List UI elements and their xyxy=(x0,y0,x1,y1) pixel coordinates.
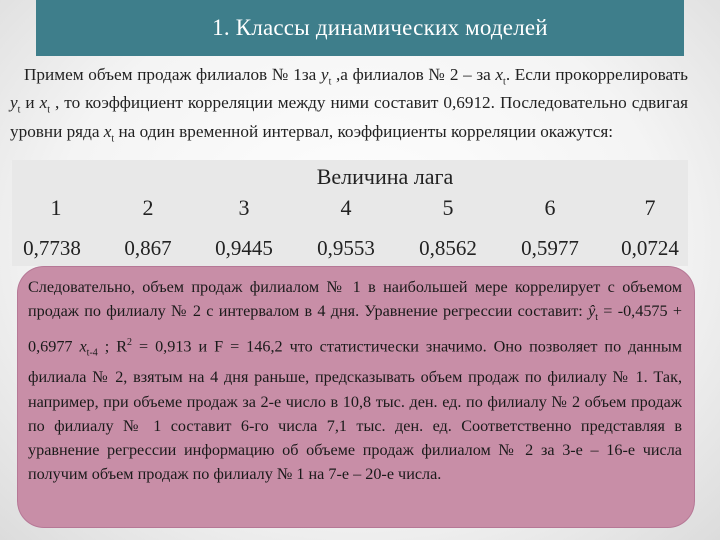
lag-cell-2: 2 xyxy=(142,195,154,220)
var-x-sub: t xyxy=(503,76,506,88)
intro-text-1: Примем объем продаж филиалов № 1за xyxy=(24,65,321,84)
lag-cell-6: 6 xyxy=(544,195,556,220)
coef-cell-1: 0,7738 xyxy=(23,236,81,260)
lag-cell-3: 3 xyxy=(238,195,250,220)
var-x-2: x xyxy=(39,93,48,113)
x-lag-symbol: x xyxy=(79,337,87,356)
var-x-2-sub: t xyxy=(47,104,51,116)
var-x: x xyxy=(495,65,504,84)
conclusion-text-a: Следовательно, объем продаж филиалом № 1 в наибольшей мере коррелирует с объемом продаж по филиалу № 2 с интервалом в 4 дня. Уравнение регрессии составит: xyxy=(28,278,682,321)
intro-text-2: ,а филиалов № 2 – за xyxy=(331,65,496,84)
conclusion-box xyxy=(18,267,694,527)
coef-cell-7: 0,0724 xyxy=(621,236,679,260)
conclusion-paragraph xyxy=(28,275,682,486)
intro-text-6: на один временной интервал, коэффициенты корреляции окажутся: xyxy=(114,121,614,141)
coef-cell-6: 0,5977 xyxy=(521,236,579,260)
x-lag-sub: t-4 xyxy=(86,347,98,359)
intro-text-3: . Если прокоррелировать xyxy=(505,65,688,84)
var-y-2: y xyxy=(10,93,18,113)
intro-text-5: , то коэффициент корреляции между ними составит 0,6912. Последовательно сдвигая уровни ряда xyxy=(10,93,689,141)
coef-cell-5: 0,8562 xyxy=(419,236,477,260)
lag-cell-4: 4 xyxy=(340,195,352,220)
coef-cell-2: 0,867 xyxy=(124,236,172,260)
var-y-sub: t xyxy=(328,76,332,88)
conclusion-text-d: = 0,913 и F = 146,2 что статистически значимо. Оно позволяет по данным филиала № 2, взятым на 4 дня раньше, предсказывать объем продаж по филиалу № 1. Так, например, при объеме продаж за 2-е число в 10,8 тыс. ден. ед. по филиалу № 2 объем продаж по филиалу № 1 составит 6-го числа 7,1 тыс. ден. ед. Соответственно представляя в уравнение регрессии информацию об объеме продаж филиалом № 2 за 3-е – 16-е числа получим объем продаж по филиалу № 1 на 7-е – 20-е числа. xyxy=(28,337,682,484)
var-x-3-sub: t xyxy=(111,133,115,145)
lag-table-header: Величина лага xyxy=(316,164,454,189)
slide-title: 1. Классы динамических моделей xyxy=(212,15,548,40)
lag-cell-5: 5 xyxy=(442,195,454,220)
conclusion-text-b: = -0,4575 + 0,6977 xyxy=(28,302,683,356)
intro-text-4: и xyxy=(20,93,40,113)
r-squared-sup: 2 xyxy=(127,336,133,348)
lag-cell-1: 1 xyxy=(50,195,62,220)
lag-table xyxy=(12,160,688,266)
coefficient-row xyxy=(12,230,688,266)
lag-number-row xyxy=(12,190,688,226)
yhat-symbol: ŷ xyxy=(588,302,596,321)
var-y-2-sub: t xyxy=(17,104,21,116)
title-bar xyxy=(36,0,684,56)
coef-cell-3: 0,9445 xyxy=(215,236,273,260)
lag-cell-7: 7 xyxy=(644,195,656,220)
var-y: y xyxy=(320,65,329,84)
yhat-sub: t xyxy=(595,312,599,324)
intro-paragraph xyxy=(10,64,688,149)
var-x-3: x xyxy=(103,121,112,141)
coef-cell-4: 0,9553 xyxy=(317,236,375,260)
conclusion-text-c: ; R xyxy=(97,337,128,356)
